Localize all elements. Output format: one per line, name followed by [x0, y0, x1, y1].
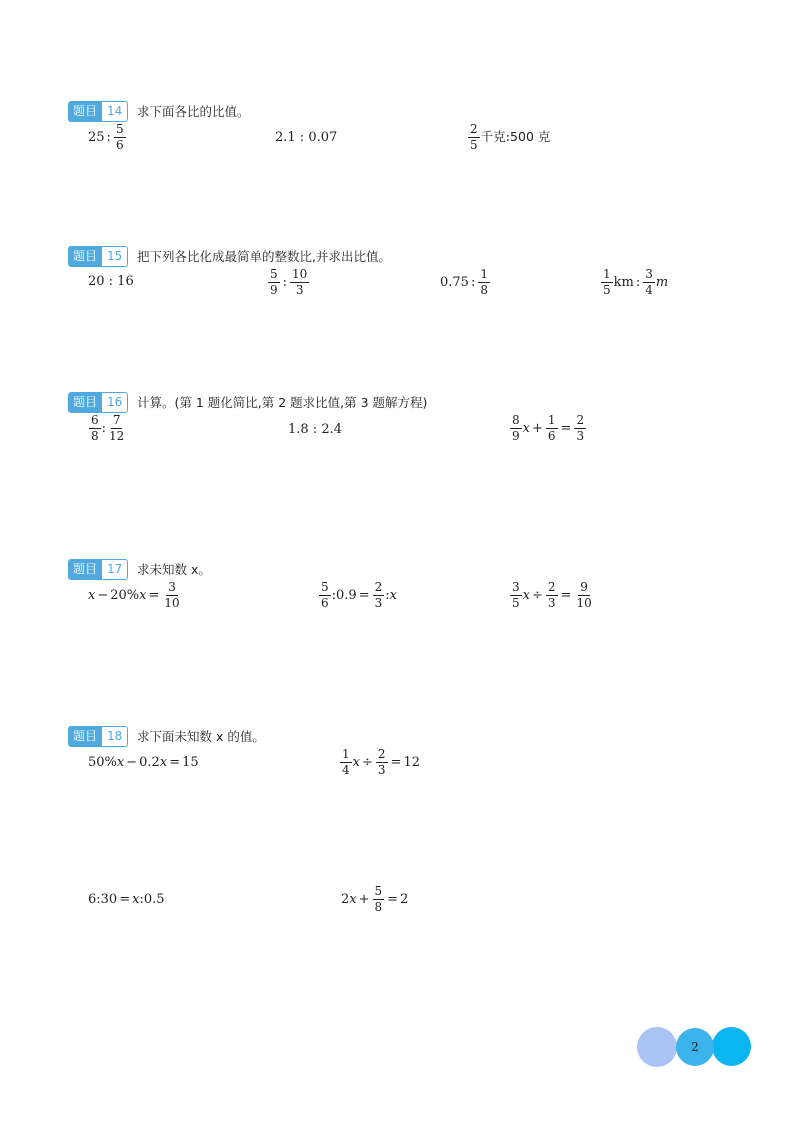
expression-1: 25 : $\frac{5}{6}$	[88, 122, 124, 152]
instruction: 求下面各比的比值。	[137, 104, 250, 119]
expression-3: $\frac{8}{9}$ x + $\frac{1}{6}$ = $\frac{2}{3}$	[512, 413, 585, 443]
problem-label: 题目	[69, 727, 101, 746]
expression-2: $\frac{5}{9}$ : $\frac{10}{3}$	[270, 267, 308, 297]
expression-4: 2 x + $\frac{5}{8}$ = 2	[341, 884, 409, 914]
problem-label: 题目	[69, 247, 101, 266]
problem-label: 题目	[69, 102, 101, 121]
decorative-circle-left	[637, 1027, 677, 1067]
instruction: 求未知数 x。	[137, 562, 211, 577]
instruction: 计算。(第 1 题化简比,第 2 题求比值,第 3 题解方程)	[137, 395, 428, 410]
problem-tag	[68, 246, 128, 267]
problem-tag	[68, 726, 128, 747]
problem-number: 15	[101, 247, 127, 266]
expression-4: $\frac{1}{5}$ km : $\frac{3}{4}$ m	[603, 267, 669, 297]
problem-number: 17	[101, 560, 127, 579]
instruction: 求下面未知数 x 的值。	[137, 729, 265, 744]
expression-2: 2.1 : 0.07	[275, 130, 338, 145]
problem-number: 14	[101, 102, 127, 121]
expression-3: 6:30 = x :0.5	[88, 892, 165, 907]
problem-tag	[68, 101, 128, 122]
problem-tag	[68, 559, 128, 580]
expression-1: 50% x − 0.2 x = 15	[88, 755, 199, 770]
expression-2: $\frac{1}{4}$ x ÷ $\frac{2}{3}$ = 12	[342, 747, 420, 777]
expression-1: 20 : 16	[88, 274, 134, 289]
problem-label: 题目	[69, 393, 101, 412]
problem-number: 16	[101, 393, 127, 412]
expression-1: x − 20% x = $\frac{3}{10}$	[88, 580, 180, 610]
expression-3: $\frac{3}{5}$ x ÷ $\frac{2}{3}$ = $\frac{9}{10}$	[512, 580, 592, 610]
problem-label: 题目	[69, 560, 101, 579]
expression-3: 0.75 : $\frac{1}{8}$	[440, 267, 488, 297]
expression-3: $\frac{2}{5}$ 千克 : 500 克	[470, 122, 551, 152]
expression-1: $\frac{6}{8}$ : $\frac{7}{12}$	[91, 413, 125, 443]
expression-2: 1.8 : 2.4	[288, 422, 342, 437]
problem-tag	[68, 392, 128, 413]
expression-2: $\frac{5}{6}$ :0.9 = $\frac{2}{3}$ : x	[321, 580, 397, 610]
decorative-circle-right	[712, 1027, 751, 1066]
page-number: 2	[676, 1028, 714, 1066]
problem-number: 18	[101, 727, 127, 746]
instruction: 把下列各比化成最简单的整数比,并求出比值。	[137, 249, 391, 264]
